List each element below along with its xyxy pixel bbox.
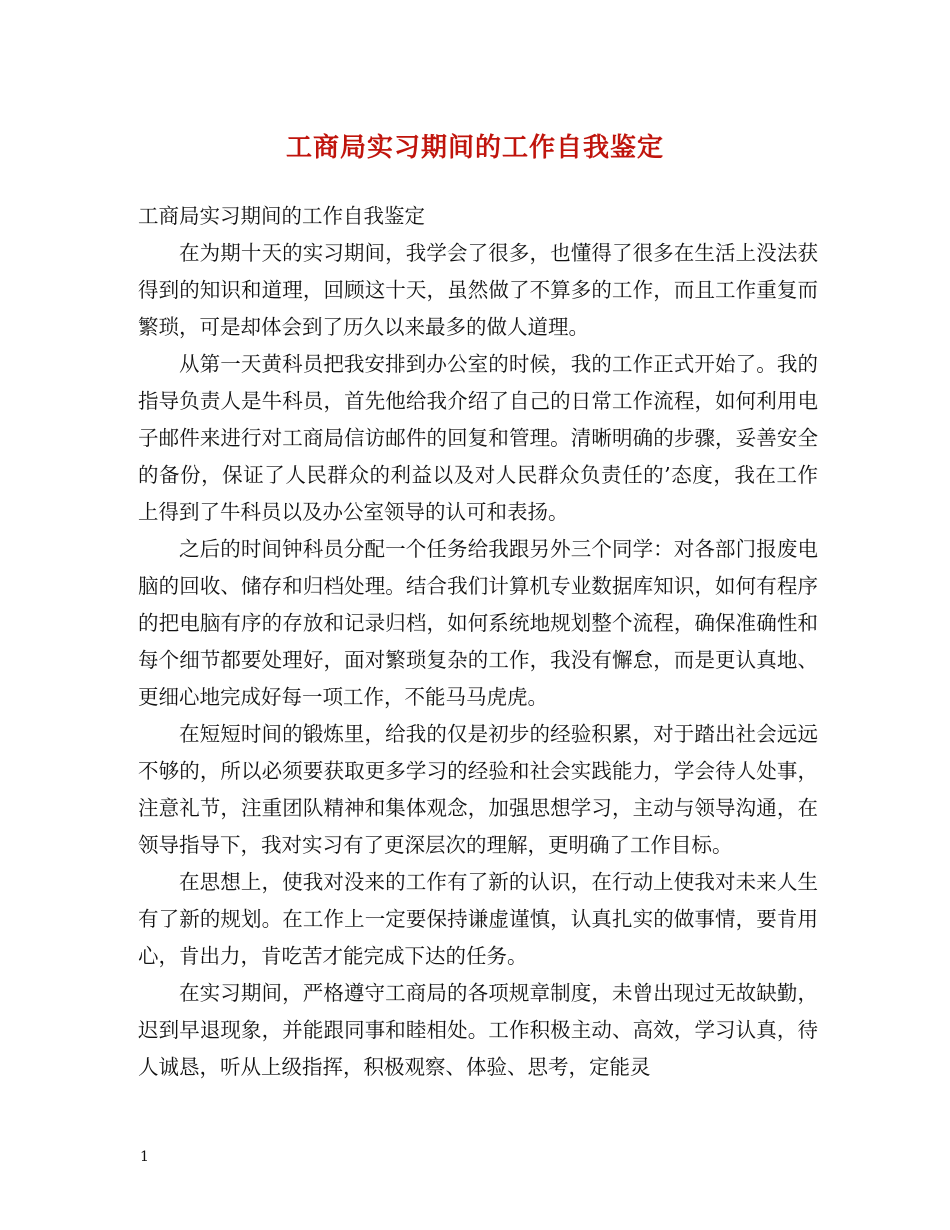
paragraph: 在思想上，使我对没来的工作有了新的认识，在行动上使我对未来人生有了新的规划。在工作上一定要保持谦虚谨慎，认真扎实的做事情，要肯用心，肯出力，肯吃苦才能完成下达的任务。 — [138, 870, 818, 968]
document-body — [138, 198, 818, 1086]
paragraph: 在短短时间的锻炼里，给我的仅是初步的经验积累，对于踏出社会远远不够的，所以必须要获取更多学习的经验和社会实践能力，学会待人处事，注意礼节，注重团队精神和集体观念，加强思想学习，主动与领导沟通，在领导指导下，我对实习有了更深层次的理解，更明确了工作目标。 — [138, 722, 818, 857]
paragraph: 从第一天黄科员把我安排到办公室的时候，我的工作正式开始了。我的指导负责人是牛科员，首先他给我介绍了自己的日常工作流程，如何利用电子邮件来进行对工商局信访邮件的回复和管理。清晰明确的步骤，妥善安全的备份，保证了人民群众的利益以及对人民群众负责任的’态度，我在工作上得到了牛科员以及办公室领导的认可和表扬。 — [138, 352, 818, 524]
paragraph: 在为期十天的实习期间，我学会了很多，也懂得了很多在生活上没法获得到的知识和道理，回顾这十天，虽然做了不算多的工作，而且工作重复而繁琐，可是却体会到了历久以来最多的做人道理。 — [138, 241, 818, 339]
paragraph: 之后的时间钟科员分配一个任务给我跟另外三个同学：对各部门报废电脑的回收、储存和归档处理。结合我们计算机专业数据库知识，如何有程序的把电脑有序的存放和记录归档，如何系统地规划整个流程，确保准确性和每个细节都要处理好，面对繁琐复杂的工作，我没有懈怠，而是更认真地、更细心地完成好每一项工作，不能马马虎虎。 — [138, 537, 818, 709]
page-number: 1 — [140, 1149, 149, 1165]
document-subtitle: 工商局实习期间的工作自我鉴定 — [138, 204, 425, 228]
paragraph: 在实习期间，严格遵守工商局的各项规章制度，未曾出现过无故缺勤，迟到早退现象，并能跟同事和睦相处。工作积极主动、高效，学习认真，待人诚恳，听从上级指挥，积极观察、体验、思考，定能灵 — [138, 981, 818, 1079]
document-title: 工商局实习期间的工作自我鉴定 — [285, 133, 664, 163]
